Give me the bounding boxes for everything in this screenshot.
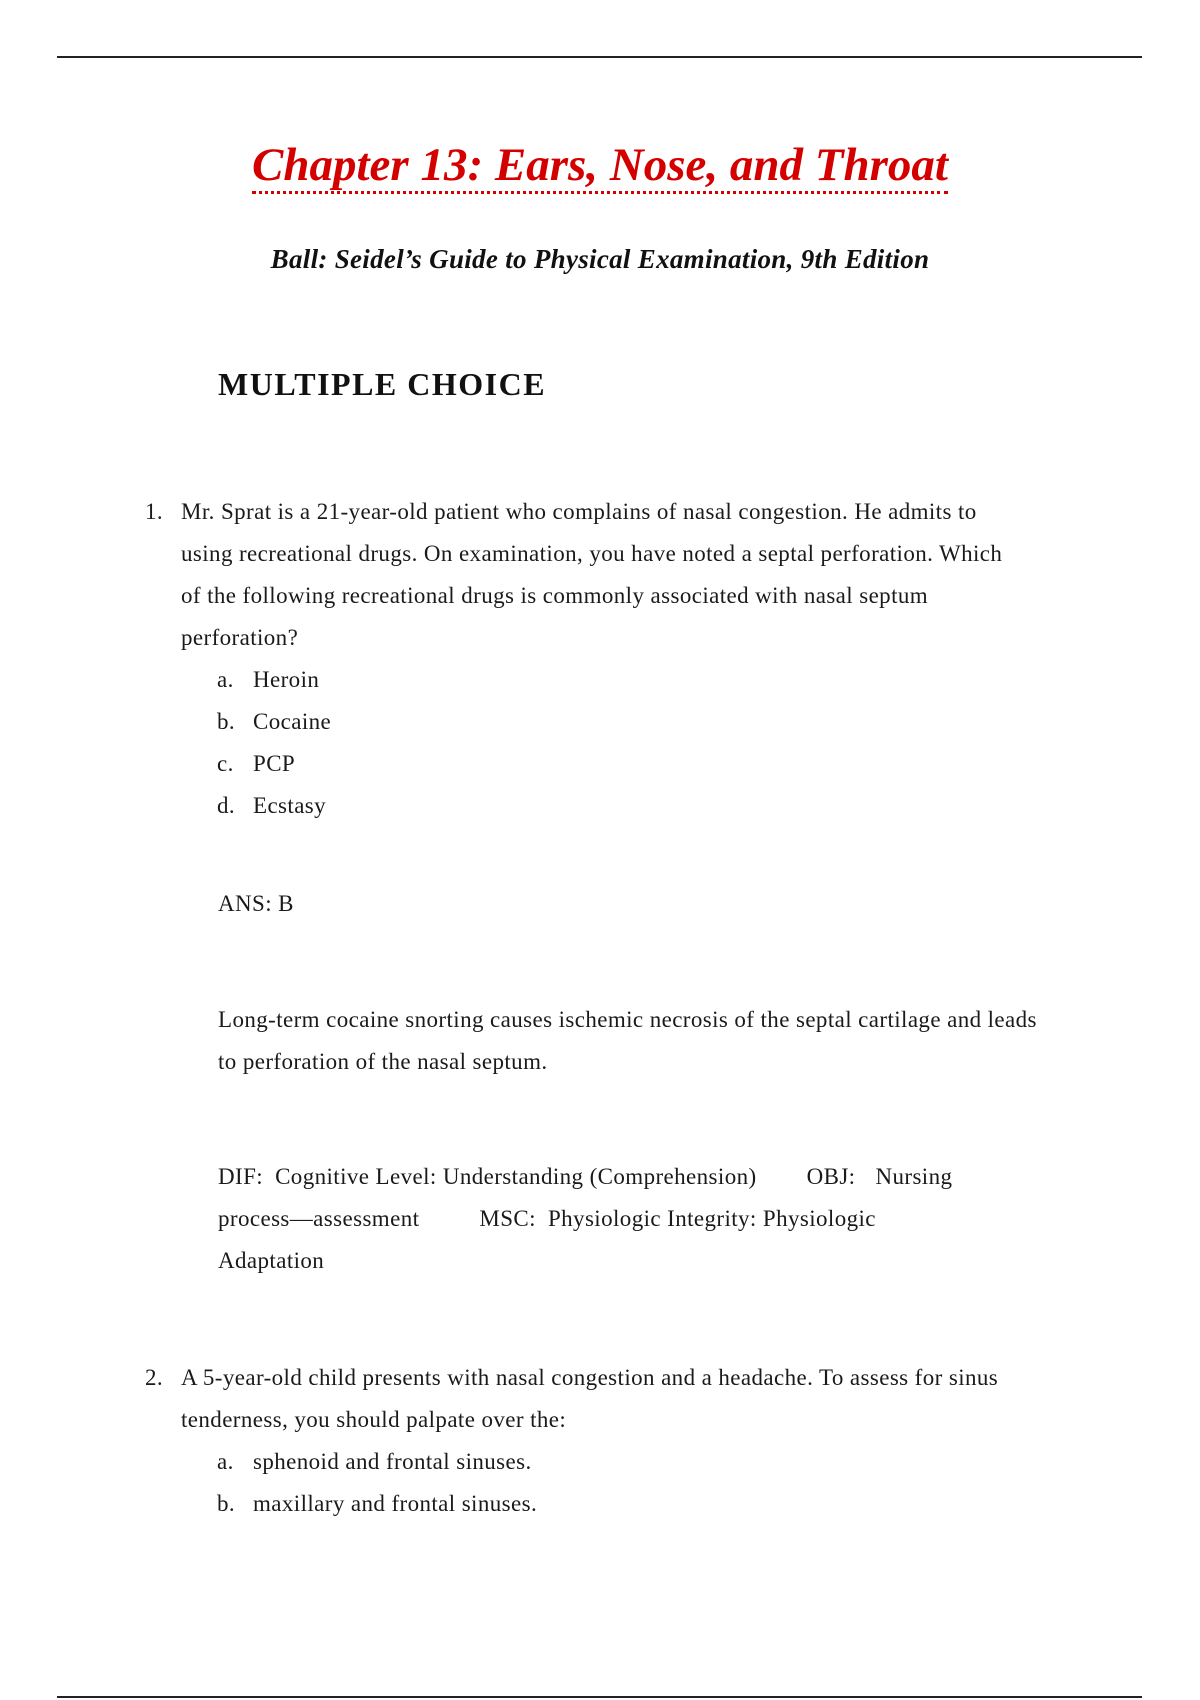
option-letter: b. [217,709,236,734]
msc-label: MSC: [479,1206,536,1231]
option-text: PCP [253,751,296,776]
answer-line: ANS: B [218,891,294,916]
book-subtitle: Ball: Seidel’s Guide to Physical Examination, 9th Edition [270,244,930,274]
option-letter: b. [217,1491,236,1516]
option-text: Cocaine [253,709,332,734]
option-b [217,701,1045,743]
option-text: sphenoid and frontal sinuses. [253,1449,532,1474]
obj-value: Nursing [875,1164,953,1189]
obj-label: OBJ: [806,1164,856,1189]
msc-value-continued: Adaptation [218,1248,325,1273]
option-text: maxillary and frontal sinuses. [253,1491,538,1516]
section-heading: MULTIPLE CHOICE [218,366,547,402]
option-list [217,1441,1045,1525]
dif-label: DIF: [218,1164,264,1189]
option-letter: a. [217,667,234,692]
meta-row-1 [218,1156,1078,1198]
question-meta [218,1156,1078,1282]
question-2 [145,1357,1045,1525]
rationale-text: Long-term cocaine snorting causes ischemic necrosis of the septal cartilage and leads to perforation of the nasal septum. [218,1007,1037,1074]
option-a [217,1441,1045,1483]
option-list [217,659,1045,827]
option-text: Heroin [253,667,320,692]
chapter-title [0,140,1200,192]
option-letter: d. [217,793,236,818]
chapter-title-text: Chapter 13: Ears, Nose, and Throat [252,139,948,194]
option-c [217,743,1045,785]
msc-value: Physiologic Integrity: Physiologic [547,1206,876,1231]
option-letter: a. [217,1449,234,1474]
top-rule [57,56,1142,58]
bottom-rule [57,1696,1142,1698]
option-text: Ecstasy [253,793,327,818]
dif-value: Cognitive Level: Understanding (Comprehension) [275,1164,757,1189]
question-stem: A 5-year-old child presents with nasal congestion and a headache. To assess for sinus tenderness, you should palpate over the: [181,1365,999,1432]
option-letter: c. [217,751,234,776]
question-1 [145,491,1045,827]
question-number: 2. [145,1365,164,1390]
option-d [217,785,1045,827]
obj-value-continued: process—assessment [218,1206,420,1231]
option-a [217,659,1045,701]
meta-row-2 [218,1198,1078,1240]
meta-row-3 [218,1240,1078,1282]
option-b [217,1483,1045,1525]
question-stem: Mr. Sprat is a 21-year-old patient who complains of nasal congestion. He admits to using recreational drugs. On examination, you have noted a septal perforation. Which of the following recreational drugs is commonly associated with nasal septum perforation? [181,499,1003,650]
question-number: 1. [145,499,164,524]
